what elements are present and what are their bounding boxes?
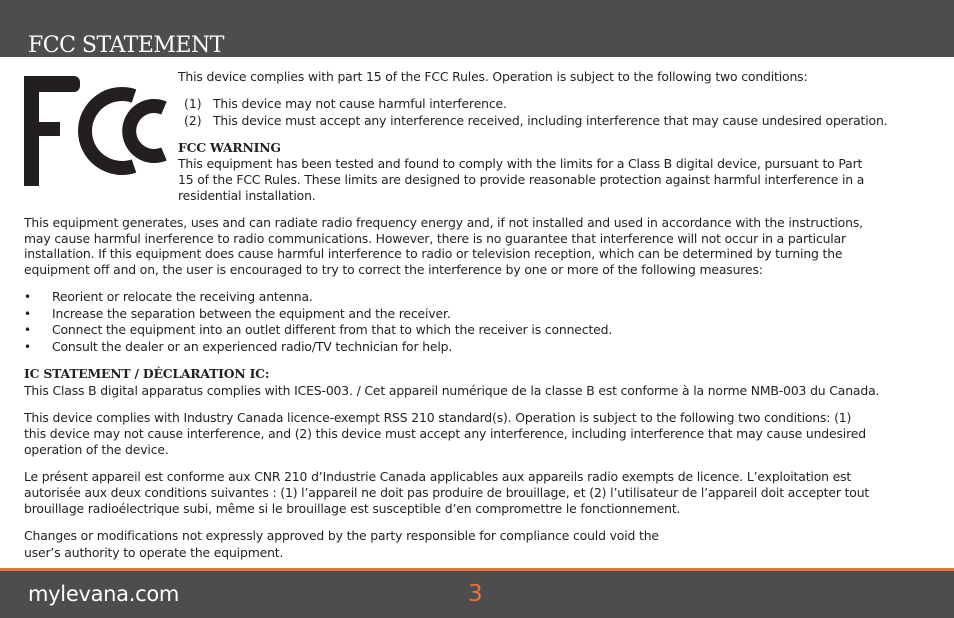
bullet-icon: • (24, 290, 32, 304)
condition-number: (1) (184, 96, 202, 111)
changes-paragraph-line: user’s authority to operate the equipment. (24, 545, 284, 560)
fcc-warning-line: 15 of the FCC Rules. These limits are designed to provide reasonable protection against harmful interference in a (178, 172, 865, 187)
bullet-icon: • (24, 323, 32, 337)
website-label: mylevana.com (28, 582, 180, 606)
rf-paragraph-line: equipment off and on, the user is encouraged to try to correct the interference by one or more of the following measures: (24, 262, 763, 277)
intro-text: This device complies with part 15 of the FCC Rules. Operation is subject to the following two conditions: (178, 69, 808, 84)
bullet-icon: • (24, 340, 32, 354)
measure-item: Reorient or relocate the receiving antenna. (52, 289, 313, 304)
bullet-icon: • (24, 307, 32, 321)
ic-statement: This Class B digital apparatus complies with ICES-003. / Cet appareil numérique de la classe B est conforme à la norme NMB-003 du Canada. (24, 383, 880, 398)
french-paragraph-line: Le présent appareil est conforme aux CNR 210 d’Industrie Canada applicables aux appareils radio exempts de licence. L’exploitation est (24, 469, 852, 484)
measure-item: Increase the separation between the equipment and the receiver. (52, 306, 451, 321)
page-number: 3 (468, 581, 483, 607)
rss-paragraph-line: This device complies with Industry Canada licence-exempt RSS 210 standard(s). Operation is subject to the following two conditions: (1) (24, 410, 852, 425)
fcc-warning-line: This equipment has been tested and found to comply with the limits for a Class B digital device, pursuant to Part (178, 156, 863, 171)
rf-paragraph-line: may cause harmful inerference to radio communications. However, there is no guarantee that interference will not occur in a particular (24, 231, 846, 246)
condition-text: This device may not cause harmful interference. (213, 96, 507, 111)
condition-number: (2) (184, 113, 202, 128)
measure-item: Consult the dealer or an experienced radio/TV technician for help. (52, 339, 453, 354)
changes-paragraph-line: Changes or modifications not expressly approved by the party responsible for compliance could void the (24, 528, 659, 543)
french-paragraph-line: brouillage radioélectrique subi, même si le brouillage est susceptible d’en compromettre le fonctionnement. (24, 501, 681, 516)
page-title: FCC STATEMENT (28, 33, 224, 58)
measure-item: Connect the equipment into an outlet different from that to which the receiver is connected. (52, 322, 613, 337)
ic-heading: IC STATEMENT / DÉCLARATION IC: (24, 366, 270, 381)
french-paragraph-line: autorisée aux deux conditions suivantes : (1) l’appareil ne doit pas produire de brouillage, et (2) l’utilisateur de l’appareil doit accepter tout (24, 485, 870, 500)
fcc-logo (22, 74, 172, 188)
rss-paragraph-line: operation of the device. (24, 442, 169, 457)
rss-paragraph-line: this device may not cause interference, and (2) this device must accept any interference, including interference that may cause undesired (24, 426, 866, 441)
condition-text: This device must accept any interference received, including interference that may cause undesired operation. (213, 113, 888, 128)
rf-paragraph-line: This equipment generates, uses and can radiate radio frequency energy and, if not installed and used in accordance with the instructions, (24, 215, 863, 230)
fcc-warning-line: residential installation. (178, 188, 316, 203)
fcc-warning-heading: FCC WARNING (178, 140, 281, 155)
rf-paragraph-line: installation. If this equipment does cause harmful interference to radio or television reception, which can be determined by turning the (24, 246, 843, 261)
